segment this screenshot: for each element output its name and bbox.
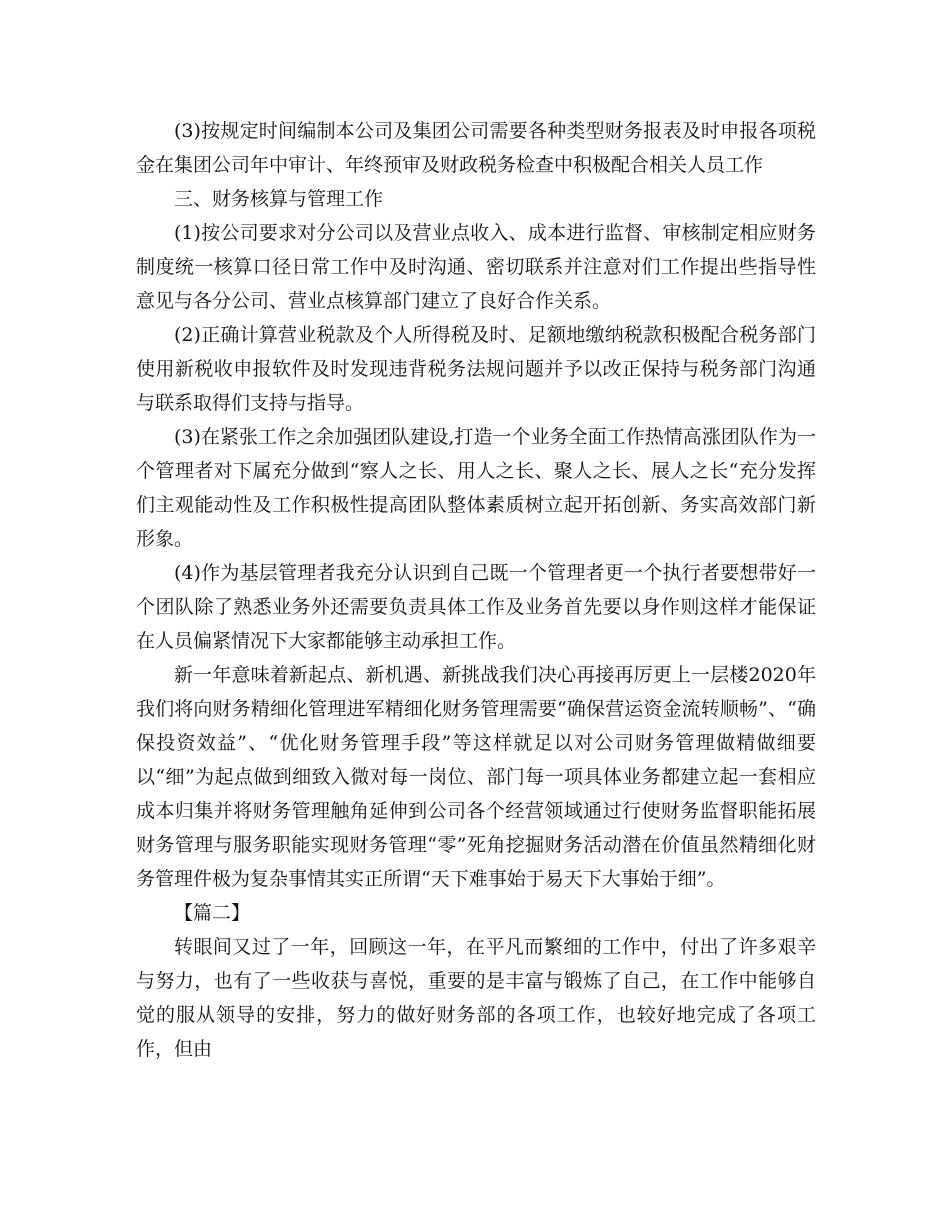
document-body xyxy=(136,114,816,1066)
section-heading-accounting: 三、财务核算与管理工作 xyxy=(174,188,384,210)
paragraph-tax: (2)正确计算营业税款及个人所得税及时、足额地缴纳税款积极配合税务部门使用新税收申报软件及时发现违背税务法规问题并予以改正保持与税务部门沟通与联系取得们支持与指导。 xyxy=(136,324,816,414)
paragraph-manager-role: (4)作为基层管理者我充分认识到自己既一个管理者更一个执行者要想带好一个团队除了熟悉业务外还需要负责具体工作及业务首先要以身作则这样才能保证在人员偏紧情况下大家都能够主动承担工作。 xyxy=(136,562,816,652)
paragraph-new-year-plan: 新一年意味着新起点、新机遇、新挑战我们决心再接再厉更上一层楼2020年我们将向财务精细化管理进军精细化财务管理需要“确保营运资金流转顺畅”、“确保投资效益”、“优化财务管理手段”等这样就足以对公司财务管理做精做细要以“细”为起点做到细致入微对每一岗位、部门每一项具体业务都建立起一套相应成本归集并将财务管理触角延伸到公司各个经营领域通过行使财务监督职能拓展财务管理与服务职能实现财务管理“零”死角挖掘财务活动潜在价值虽然精细化财务管理件极为复杂事情其实正所谓“天下难事始于易天下大事始于细”。 xyxy=(136,664,816,890)
paragraph-report-filing: (3)按规定时间编制本公司及集团公司需要各种类型财务报表及时申报各项税金在集团公司年中审计、年终预审及财政税务检查中积极配合相关人员工作 xyxy=(136,120,816,176)
paragraph-review: 转眼间又过了一年，回顾这一年，在平凡而繁细的工作中，付出了许多艰辛与努力，也有了一些收获与喜悦，重要的是丰富与锻炼了自己，在工作中能够自觉的服从领导的安排，努力的做好财务部的各项工作，也较好地完成了各项工作，但由 xyxy=(136,936,816,1060)
paragraph-supervision: (1)按公司要求对分公司以及营业点收入、成本进行监督、审核制定相应财务制度统一核算口径日常工作中及时沟通、密切联系并注意对们工作提出些指导性意见与各分公司、营业点核算部门建立了良好合作关系。 xyxy=(136,222,816,312)
paragraph-team-building: (3)在紧张工作之余加强团队建设,打造一个业务全面工作热情高涨团队作为一个管理者对下属充分做到“察人之长、用人之长、聚人之长、展人之长“充分发挥们主观能动性及工作积极性提高团队整体素质树立起开拓创新、务实高效部门新形象。 xyxy=(136,426,816,550)
section-heading-part-two: 【篇二】 xyxy=(174,902,251,924)
